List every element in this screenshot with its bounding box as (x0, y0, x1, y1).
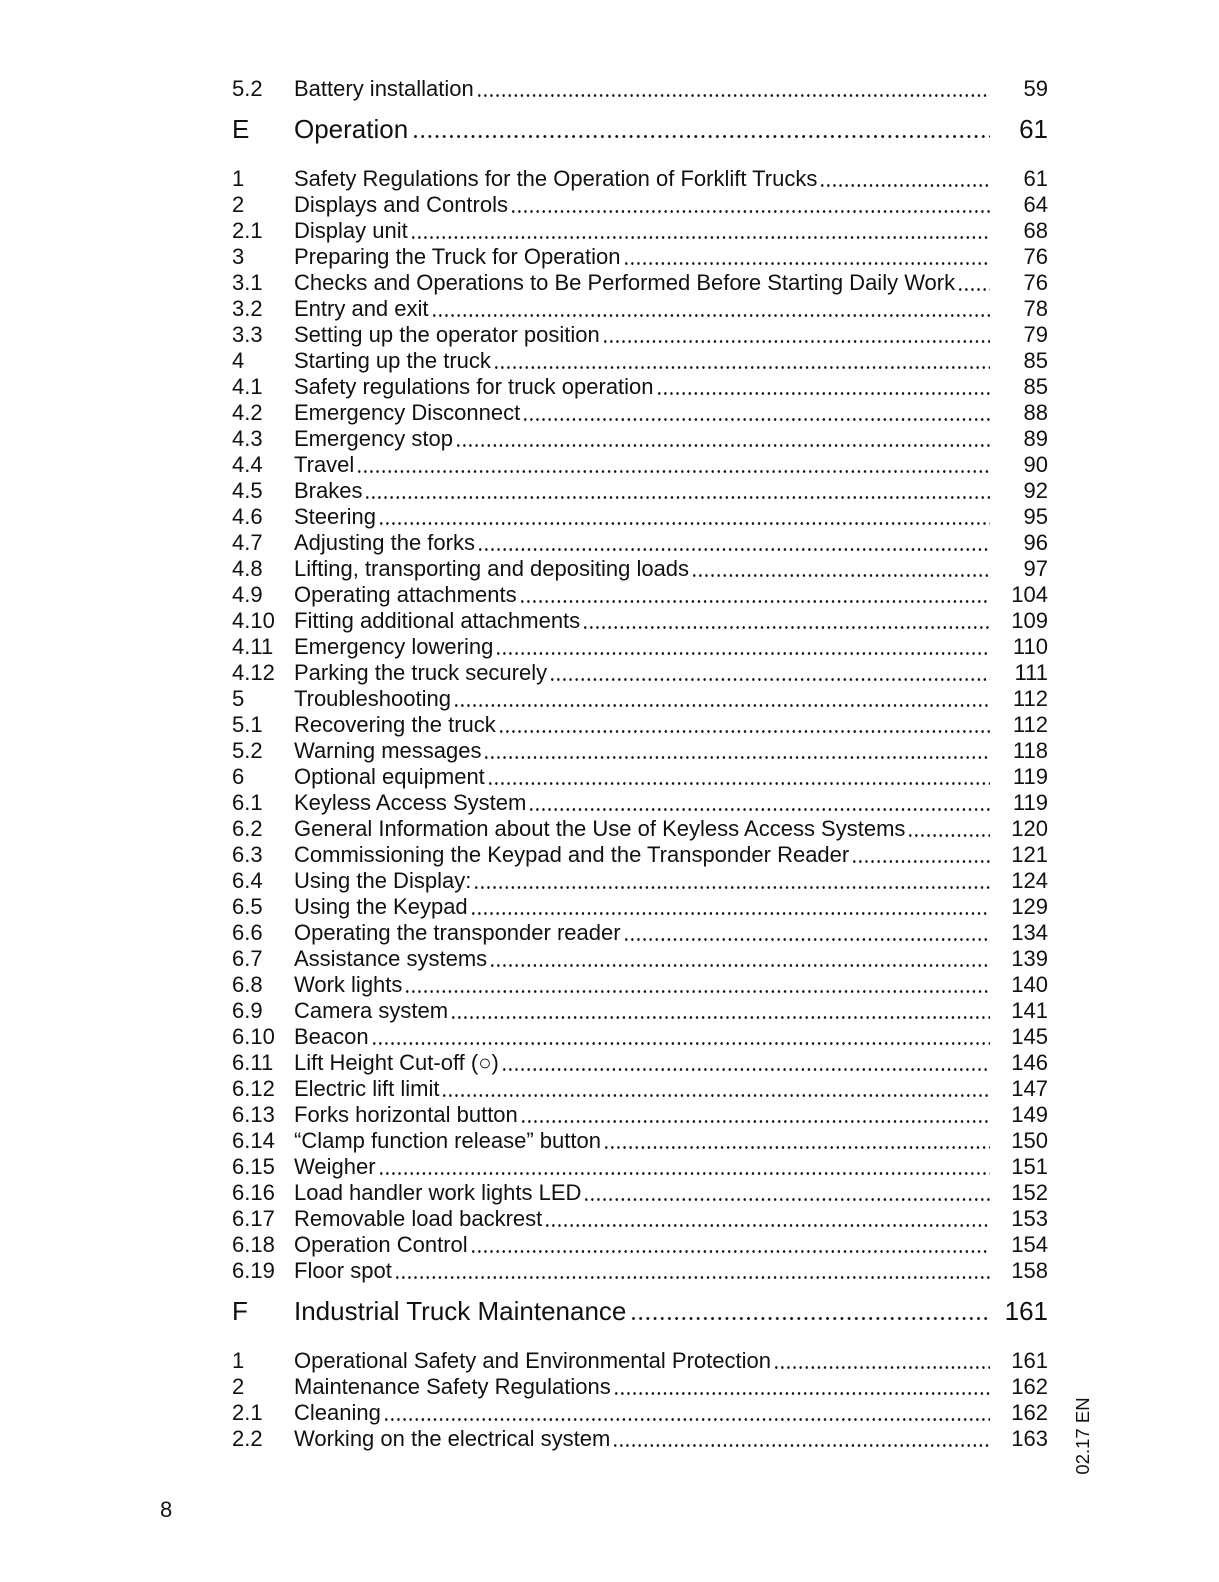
toc-entry-title: Using the Display: (294, 868, 472, 893)
toc-entry (232, 530, 1048, 556)
toc-entry-title: Maintenance Safety Regulations (294, 1374, 611, 1399)
toc-dot-leader (380, 504, 990, 530)
toc-entry (232, 218, 1048, 244)
toc-entry-title: Load handler work lights LED (294, 1180, 582, 1205)
toc-entry-title: Commissioning the Keypad and the Transponder Reader (294, 842, 850, 867)
toc-entry-page: 112 (1012, 686, 1048, 711)
toc-entry-number: 5.1 (232, 712, 263, 737)
toc-entry-page: 78 (1023, 296, 1048, 321)
toc-entry-title: “Clamp function release” button (294, 1128, 601, 1153)
toc-entry-page: 161 (1004, 1296, 1048, 1326)
toc-entry-title: Operational Safety and Environmental Protection (294, 1348, 771, 1373)
toc-entry-page: 150 (1011, 1128, 1048, 1153)
toc-entry-page: 161 (1011, 1348, 1048, 1373)
toc-entry-title: Fitting additional attachments (294, 608, 581, 633)
toc-entry-number: 2.2 (232, 1426, 263, 1451)
toc-entry-title: Weigher (294, 1154, 376, 1179)
toc-entry-title: Industrial Truck Maintenance (294, 1296, 627, 1326)
toc-entry (232, 790, 1048, 816)
toc-entry-number: 6.4 (232, 868, 263, 893)
toc-dot-leader (478, 76, 990, 102)
toc-entry-page: 147 (1011, 1076, 1048, 1101)
toc-entry (232, 426, 1048, 452)
toc-entry-page: 85 (1023, 374, 1048, 399)
toc-entry-page: 76 (1023, 244, 1048, 269)
toc-entry-page: 121 (1011, 842, 1048, 867)
toc-entry-number: 3.2 (232, 296, 263, 321)
toc-entry (232, 556, 1048, 582)
toc-entry (232, 1076, 1048, 1102)
toc-dot-leader (530, 790, 990, 816)
toc-chapter-heading (232, 112, 1048, 146)
toc-entry (232, 1154, 1048, 1180)
toc-entry-page: 61 (1019, 114, 1048, 144)
toc-entry-number: 6.10 (232, 1024, 275, 1049)
toc-dot-leader (491, 946, 990, 972)
toc-entry-page: 152 (1011, 1180, 1048, 1205)
toc-entry-page: 88 (1023, 400, 1048, 425)
toc-entry-page: 120 (1011, 816, 1048, 841)
toc-dot-leader (396, 1258, 990, 1284)
toc-entry (232, 920, 1048, 946)
toc-entry-number: 1 (232, 166, 245, 191)
toc-entry (232, 1232, 1048, 1258)
toc-entry-title: Recovering the truck (294, 712, 496, 737)
toc-dot-leader (358, 452, 990, 478)
toc-entry-title: Electric lift limit (294, 1076, 440, 1101)
toc-entry (232, 1258, 1048, 1284)
toc-entry-number: 4.10 (232, 608, 275, 633)
toc-entry (232, 1374, 1048, 1400)
toc-entry-title: Displays and Controls (294, 192, 508, 217)
toc-entry-number: 6.17 (232, 1206, 275, 1231)
toc-entry (232, 1180, 1048, 1206)
toc-dot-leader (500, 712, 990, 738)
toc-entry-page: 119 (1012, 790, 1048, 815)
toc-entry-number: 6.19 (232, 1258, 275, 1283)
toc-entry-number: 4.6 (232, 504, 263, 529)
toc-entry-number: 6.13 (232, 1102, 275, 1127)
toc-entry (232, 894, 1048, 920)
toc-entry-page: 85 (1023, 348, 1048, 373)
toc-entry (232, 374, 1048, 400)
toc-entry-page: 162 (1011, 1400, 1048, 1425)
toc-dot-leader (524, 400, 990, 426)
toc-entry-number: 6.2 (232, 816, 263, 841)
toc-entry-number: 4.2 (232, 400, 263, 425)
toc-dot-leader (604, 322, 990, 348)
toc-entry-number: 6.3 (232, 842, 263, 867)
toc-dot-leader (497, 634, 990, 660)
toc-entry-number: 1 (232, 1348, 245, 1373)
toc-entry-number: 4.12 (232, 660, 275, 685)
toc-dot-leader (406, 972, 990, 998)
toc-dot-leader (614, 1426, 990, 1452)
toc-entry-title: Optional equipment (294, 764, 485, 789)
toc-entry-title: Brakes (294, 478, 363, 503)
toc-entry-page: 95 (1023, 504, 1048, 529)
toc-entry-title: Working on the electrical system (294, 1426, 611, 1451)
toc-entry-title: Preparing the Truck for Operation (294, 244, 621, 269)
toc-entry-page: 68 (1023, 218, 1048, 243)
toc-dot-leader (551, 660, 990, 686)
toc-dot-leader (615, 1374, 990, 1400)
toc-dot-leader (521, 582, 990, 608)
toc-entry-number: 2 (232, 192, 245, 217)
toc-dot-leader (380, 1154, 990, 1180)
toc-entry (232, 1206, 1048, 1232)
toc-entry-number: 6 (232, 764, 245, 789)
toc-entry-number: 6.11 (232, 1050, 274, 1075)
toc-entry-title: Emergency lowering (294, 634, 494, 659)
toc-entry-number: 2.1 (232, 1400, 263, 1425)
toc-entry-title: Safety Regulations for the Operation of Forklift Trucks (294, 166, 818, 191)
toc-entry-title: Operating attachments (294, 582, 517, 607)
toc-entry-title: Parking the truck securely (294, 660, 548, 685)
toc-dot-leader (605, 1128, 990, 1154)
toc-entry (232, 1348, 1048, 1374)
toc-entry (232, 400, 1048, 426)
toc-entry-page: 124 (1011, 868, 1048, 893)
toc-entry-number: 2 (232, 1374, 245, 1399)
toc-dot-leader (475, 868, 990, 894)
toc-entry (232, 1050, 1048, 1076)
toc-entry (232, 1400, 1048, 1426)
toc-entry (232, 712, 1048, 738)
toc-dot-leader (414, 112, 990, 146)
toc-dot-leader (959, 270, 990, 296)
toc-dot-leader (366, 478, 990, 504)
toc-dot-leader (495, 348, 990, 374)
toc-dot-leader (443, 1076, 990, 1102)
toc-entry-title: Cleaning (294, 1400, 381, 1425)
toc-entry (232, 244, 1048, 270)
toc-entry-title: Battery installation (294, 76, 474, 101)
toc-dot-leader (632, 1294, 990, 1328)
toc-entry-title: Adjusting the forks (294, 530, 475, 555)
toc-entry-number: 4.1 (232, 374, 263, 399)
toc-entry-title: Forks horizontal button (294, 1102, 518, 1127)
toc-entry-page: 64 (1023, 192, 1048, 217)
toc-dot-leader (472, 894, 990, 920)
toc-entry-title: Entry and exit (294, 296, 429, 321)
toc-entry-number: 3.3 (232, 322, 263, 347)
toc-entry-number: 5.2 (232, 76, 263, 101)
toc-entry-page: 146 (1011, 1050, 1048, 1075)
toc-entry (232, 816, 1048, 842)
toc-entry-page: 134 (1011, 920, 1048, 945)
toc-dot-leader (373, 1024, 990, 1050)
toc-dot-leader (522, 1102, 990, 1128)
toc-entry-page: 110 (1012, 634, 1048, 659)
toc-dot-leader (433, 296, 990, 322)
toc-entry (232, 270, 1048, 296)
toc-entry-page: 140 (1011, 972, 1048, 997)
toc-dot-leader (452, 998, 990, 1024)
toc-dot-leader (385, 1400, 990, 1426)
toc-dot-leader (472, 1232, 990, 1258)
toc-entry-number: F (232, 1296, 248, 1326)
edition-label: 02.17 EN (1072, 1397, 1093, 1475)
toc-entry-number: 4.3 (232, 426, 263, 451)
toc-entry-number: 6.12 (232, 1076, 275, 1101)
toc-dot-leader (489, 764, 990, 790)
toc-entry (232, 608, 1048, 634)
toc-entry-number: 6.18 (232, 1232, 275, 1257)
toc-entry-title: Operation Control (294, 1232, 468, 1257)
toc-entry (232, 842, 1048, 868)
toc-dot-leader (512, 192, 990, 218)
page-number: 8 (160, 1497, 173, 1522)
toc-entry (232, 972, 1048, 998)
toc-entry-page: 76 (1023, 270, 1048, 295)
toc-entry-number: 2.1 (232, 218, 263, 243)
toc-entry-number: 6.7 (232, 946, 263, 971)
toc-entry-page: 118 (1012, 738, 1048, 763)
toc-entry-title: Safety regulations for truck operation (294, 374, 654, 399)
toc-entry-title: Emergency Disconnect (294, 400, 521, 425)
toc-entry-number: 6.1 (232, 790, 263, 815)
toc-dot-leader (775, 1348, 990, 1374)
toc-entry-page: 145 (1011, 1024, 1048, 1049)
toc-entry-number: 6.15 (232, 1154, 275, 1179)
toc-entry (232, 634, 1048, 660)
toc-entry-title: Display unit (294, 218, 408, 243)
toc-entry-number: 5.2 (232, 738, 263, 763)
toc-entry-page: 153 (1011, 1206, 1048, 1231)
toc-entry-title: Setting up the operator position (294, 322, 600, 347)
toc-dot-leader (585, 1180, 990, 1206)
toc-entry-title: Removable load backrest (294, 1206, 543, 1231)
toc-dot-leader (821, 166, 990, 192)
toc-entry-number: 6.9 (232, 998, 263, 1023)
toc-entry (232, 1426, 1048, 1452)
toc-entry-title: Operating the transponder reader (294, 920, 621, 945)
table-of-contents (232, 76, 1048, 1452)
toc-entry (232, 296, 1048, 322)
toc-entry-number: 4.4 (232, 452, 263, 477)
toc-chapter-heading (232, 1294, 1048, 1328)
toc-entry-title: Travel (294, 452, 355, 477)
toc-dot-leader (455, 686, 990, 712)
toc-entry-title: General Information about the Use of Keyless Access Systems (294, 816, 906, 841)
toc-dot-leader (658, 374, 990, 400)
toc-entry (232, 686, 1048, 712)
toc-entry (232, 478, 1048, 504)
toc-entry-page: 111 (1014, 660, 1048, 685)
toc-entry (232, 1102, 1048, 1128)
toc-dot-leader (479, 530, 990, 556)
toc-entry-title: Using the Keypad (294, 894, 468, 919)
toc-entry-number: 6.14 (232, 1128, 275, 1153)
toc-entry-page: 154 (1011, 1232, 1048, 1257)
toc-entry-page: 163 (1011, 1426, 1048, 1451)
toc-entry-page: 162 (1011, 1374, 1048, 1399)
toc-entry-page: 97 (1023, 556, 1048, 581)
toc-dot-leader (693, 556, 990, 582)
toc-entry-title: Assistance systems (294, 946, 488, 971)
toc-entry-page: 139 (1011, 946, 1048, 971)
toc-entry-title: Camera system (294, 998, 449, 1023)
toc-entry (232, 738, 1048, 764)
toc-entry-page: 92 (1023, 478, 1048, 503)
toc-entry-page: 151 (1011, 1154, 1048, 1179)
toc-entry-title: Warning messages (294, 738, 482, 763)
toc-dot-leader (625, 244, 991, 270)
toc-dot-leader (503, 1050, 990, 1076)
toc-entry-title: Troubleshooting (294, 686, 451, 711)
toc-entry-number: 5 (232, 686, 245, 711)
toc-dot-leader (853, 842, 990, 868)
toc-entry (232, 946, 1048, 972)
toc-entry (232, 868, 1048, 894)
toc-entry-number: 6.6 (232, 920, 263, 945)
toc-entry-title: Steering (294, 504, 376, 529)
toc-dot-leader (485, 738, 990, 764)
toc-dot-leader (457, 426, 990, 452)
toc-entry-page: 158 (1011, 1258, 1048, 1283)
toc-entry-number: 3 (232, 244, 245, 269)
toc-entry (232, 76, 1048, 102)
toc-entry (232, 452, 1048, 478)
toc-entry-number: 6.8 (232, 972, 263, 997)
toc-dot-leader (546, 1206, 990, 1232)
toc-entry-title: Floor spot (294, 1258, 392, 1283)
toc-dot-leader (625, 920, 990, 946)
toc-entry-number: 4 (232, 348, 245, 373)
toc-entry-title: Emergency stop (294, 426, 453, 451)
toc-dot-leader (909, 816, 990, 842)
toc-entry-page: 119 (1012, 764, 1048, 789)
toc-entry (232, 998, 1048, 1024)
toc-entry (232, 504, 1048, 530)
toc-entry-title: Starting up the truck (294, 348, 491, 373)
toc-entry-title: Lift Height Cut-off (○) (294, 1050, 499, 1075)
toc-entry (232, 348, 1048, 374)
toc-dot-leader (412, 218, 990, 244)
toc-entry-page: 109 (1011, 608, 1048, 633)
toc-entry-number: 4.8 (232, 556, 263, 581)
toc-entry-page: 59 (1023, 76, 1048, 101)
toc-entry-number: 3.1 (232, 270, 263, 295)
toc-entry (232, 660, 1048, 686)
toc-entry-page: 96 (1023, 530, 1048, 555)
toc-entry-number: 4.5 (232, 478, 263, 503)
toc-entry-number: 4.11 (232, 634, 274, 659)
toc-entry-page: 90 (1023, 452, 1048, 477)
toc-entry (232, 192, 1048, 218)
toc-entry-title: Lifting, transporting and depositing loads (294, 556, 690, 581)
toc-entry-page: 112 (1012, 712, 1048, 737)
toc-entry (232, 166, 1048, 192)
toc-entry-number: 4.7 (232, 530, 263, 555)
toc-entry-page: 79 (1023, 322, 1048, 347)
toc-entry (232, 582, 1048, 608)
toc-entry-number: 6.16 (232, 1180, 275, 1205)
toc-entry-page: 61 (1023, 166, 1048, 191)
toc-entry-number: 4.9 (232, 582, 263, 607)
toc-entry-number: E (232, 114, 250, 144)
toc-entry-page: 141 (1011, 998, 1048, 1023)
toc-entry-page: 129 (1011, 894, 1048, 919)
toc-dot-leader (584, 608, 990, 634)
toc-entry-title: Checks and Operations to Be Performed Before Starting Daily Work (294, 270, 956, 295)
toc-entry-title: Keyless Access System (294, 790, 527, 815)
toc-entry-page: 89 (1023, 426, 1048, 451)
toc-entry-page: 149 (1011, 1102, 1048, 1127)
toc-entry-page: 104 (1011, 582, 1048, 607)
toc-entry-title: Work lights (294, 972, 403, 997)
toc-entry-title: Operation (294, 114, 409, 144)
toc-entry-title: Beacon (294, 1024, 369, 1049)
toc-entry (232, 1024, 1048, 1050)
toc-entry (232, 764, 1048, 790)
toc-entry (232, 322, 1048, 348)
toc-entry (232, 1128, 1048, 1154)
toc-entry-number: 6.5 (232, 894, 263, 919)
